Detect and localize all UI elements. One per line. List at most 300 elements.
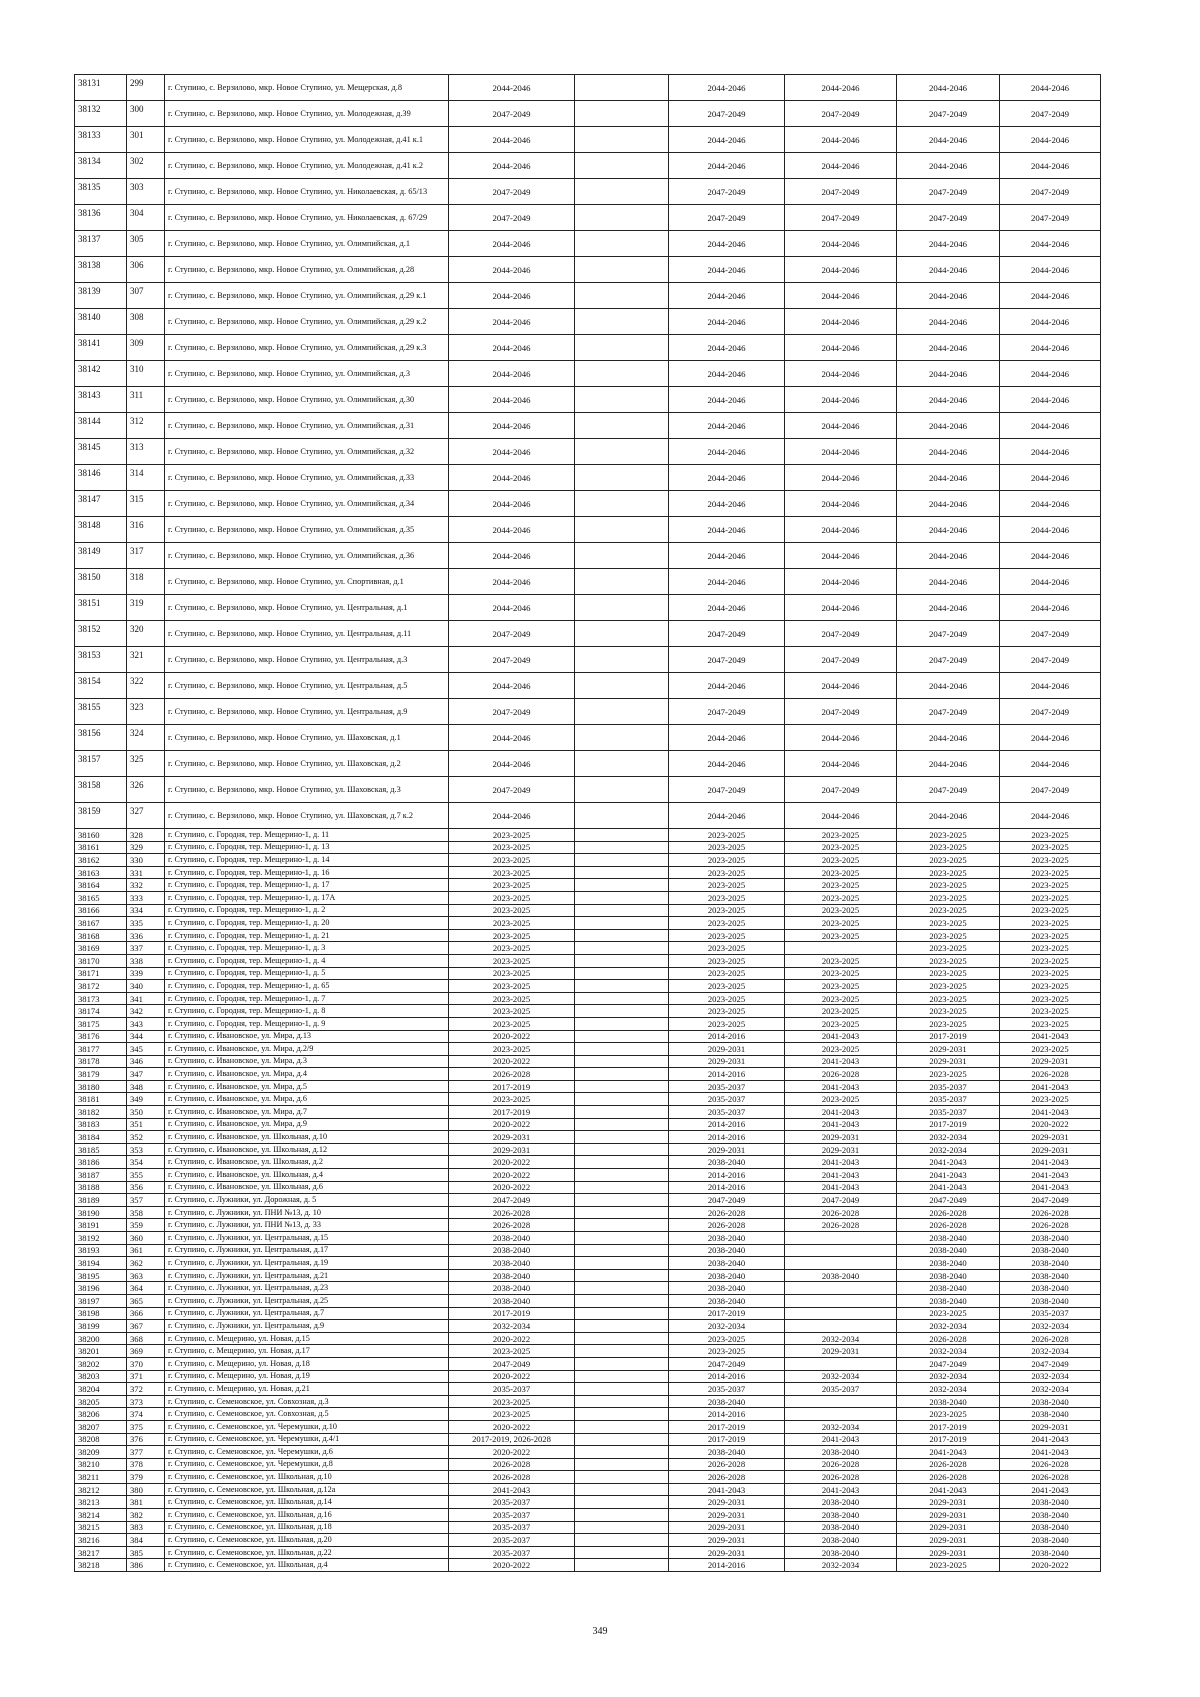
row-number: 335: [127, 917, 165, 930]
period-cell-5: 2044-2046: [897, 127, 1000, 153]
period-cell-6: 2044-2046: [1000, 465, 1101, 491]
table-row: [75, 179, 1101, 205]
table-row: [75, 1496, 1101, 1509]
table-row: [75, 866, 1101, 879]
row-id: 38217: [75, 1546, 127, 1559]
period-cell-3: 2026-2028: [669, 1471, 785, 1484]
period-cell-4: 2026-2028: [785, 1068, 897, 1081]
table-row: [75, 1030, 1101, 1043]
row-id: 38135: [75, 179, 127, 205]
period-cell-4: 2044-2046: [785, 127, 897, 153]
row-id: 38145: [75, 439, 127, 465]
row-number: 314: [127, 465, 165, 491]
period-cell-1: 2023-2025: [449, 1017, 575, 1030]
row-id: 38175: [75, 1017, 127, 1030]
period-cell-5: 2035-2037: [897, 1093, 1000, 1106]
period-cell-2: [575, 1093, 669, 1106]
period-cell-1: 2020-2022: [449, 1030, 575, 1043]
period-cell-4: [785, 1294, 897, 1307]
table-row: [75, 1143, 1101, 1156]
table-row: [75, 1005, 1101, 1018]
period-cell-3: 2044-2046: [669, 283, 785, 309]
row-id: 38190: [75, 1206, 127, 1219]
address-cell: г. Ступино, с. Верзилово, мкр. Новое Ступино, ул. Центральная, д.9: [165, 699, 449, 725]
row-id: 38213: [75, 1496, 127, 1509]
row-id: 38168: [75, 929, 127, 942]
period-cell-6: 2020-2022: [1000, 1118, 1101, 1131]
period-cell-5: 2023-2025: [897, 954, 1000, 967]
table-row: [75, 1345, 1101, 1358]
period-cell-6: 2023-2025: [1000, 841, 1101, 854]
period-cell-5: 2041-2043: [897, 1169, 1000, 1182]
period-cell-2: [575, 1080, 669, 1093]
table-row: [75, 335, 1101, 361]
period-cell-5: 2026-2028: [897, 1471, 1000, 1484]
address-cell: г. Ступино, с. Семеновское, ул. Школьная, д.22: [165, 1546, 449, 1559]
period-cell-1: 2020-2022: [449, 1055, 575, 1068]
period-cell-3: 2026-2028: [669, 1206, 785, 1219]
period-cell-5: 2035-2037: [897, 1080, 1000, 1093]
period-cell-5: 2026-2028: [897, 1219, 1000, 1232]
row-id: 38160: [75, 829, 127, 842]
row-number: 380: [127, 1483, 165, 1496]
address-cell: г. Ступино, с. Городня, тер. Мещерино-1, д. 16: [165, 866, 449, 879]
row-number: 356: [127, 1181, 165, 1194]
address-cell: г. Ступино, с. Мещерино, ул. Новая, д.19: [165, 1370, 449, 1383]
row-id: 38136: [75, 205, 127, 231]
period-cell-3: 2038-2040: [669, 1294, 785, 1307]
period-cell-5: 2029-2031: [897, 1043, 1000, 1056]
address-cell: г. Ступино, с. Ивановское, ул. Мира, д.5: [165, 1080, 449, 1093]
period-cell-4: 2029-2031: [785, 1143, 897, 1156]
row-id: 38197: [75, 1294, 127, 1307]
period-cell-4: 2023-2025: [785, 929, 897, 942]
row-number: 365: [127, 1294, 165, 1307]
period-cell-4: [785, 942, 897, 955]
period-cell-6: 2023-2025: [1000, 866, 1101, 879]
period-cell-6: 2038-2040: [1000, 1244, 1101, 1257]
period-cell-6: 2023-2025: [1000, 929, 1101, 942]
period-cell-3: 2017-2019: [669, 1307, 785, 1320]
table-row: [75, 621, 1101, 647]
period-cell-2: [575, 1383, 669, 1396]
table-row: [75, 413, 1101, 439]
period-cell-4: 2044-2046: [785, 725, 897, 751]
address-cell: г. Ступино, с. Верзилово, мкр. Новое Ступино, ул. Олимпийская, д.34: [165, 491, 449, 517]
period-cell-5: 2038-2040: [897, 1269, 1000, 1282]
table-row: [75, 803, 1101, 829]
period-cell-3: 2044-2046: [669, 595, 785, 621]
period-cell-1: 2020-2022: [449, 1332, 575, 1345]
period-cell-1: 2023-2025: [449, 929, 575, 942]
period-cell-4: 2047-2049: [785, 205, 897, 231]
address-cell: г. Ступино, с. Верзилово, мкр. Новое Ступино, ул. Олимпийская, д.35: [165, 517, 449, 543]
period-cell-2: [575, 1395, 669, 1408]
period-cell-5: 2044-2046: [897, 517, 1000, 543]
row-number: 357: [127, 1194, 165, 1207]
period-cell-3: 2017-2019: [669, 1433, 785, 1446]
row-id: 38215: [75, 1521, 127, 1534]
period-cell-6: 2023-2025: [1000, 879, 1101, 892]
row-id: 38184: [75, 1131, 127, 1144]
period-cell-6: 2041-2043: [1000, 1106, 1101, 1119]
period-cell-4: [785, 1257, 897, 1270]
period-cell-6: 2047-2049: [1000, 1194, 1101, 1207]
period-cell-6: 2023-2025: [1000, 854, 1101, 867]
period-cell-3: 2023-2025: [669, 1345, 785, 1358]
row-number: 301: [127, 127, 165, 153]
row-id: 38169: [75, 942, 127, 955]
period-cell-6: 2044-2046: [1000, 231, 1101, 257]
row-number: 353: [127, 1143, 165, 1156]
row-number: 372: [127, 1383, 165, 1396]
period-cell-2: [575, 1156, 669, 1169]
period-cell-4: 2041-2043: [785, 1080, 897, 1093]
row-id: 38218: [75, 1559, 127, 1572]
period-cell-6: 2026-2028: [1000, 1068, 1101, 1081]
period-cell-6: 2038-2040: [1000, 1232, 1101, 1245]
period-cell-4: 2023-2025: [785, 841, 897, 854]
table-row: [75, 127, 1101, 153]
row-number: 341: [127, 992, 165, 1005]
table-row: [75, 1043, 1101, 1056]
period-cell-4: 2041-2043: [785, 1055, 897, 1068]
period-cell-6: 2029-2031: [1000, 1055, 1101, 1068]
period-cell-4: 2035-2037: [785, 1383, 897, 1396]
row-number: 317: [127, 543, 165, 569]
address-cell: г. Ступино, с. Городня, тер. Мещерино-1, д. 14: [165, 854, 449, 867]
period-cell-3: 2044-2046: [669, 335, 785, 361]
row-number: 378: [127, 1458, 165, 1471]
address-cell: г. Ступино, с. Верзилово, мкр. Новое Ступино, ул. Центральная, д.11: [165, 621, 449, 647]
period-cell-3: 2038-2040: [669, 1232, 785, 1245]
row-number: 348: [127, 1080, 165, 1093]
row-number: 325: [127, 751, 165, 777]
period-cell-6: 2044-2046: [1000, 413, 1101, 439]
period-cell-3: 2044-2046: [669, 569, 785, 595]
table-row: [75, 1395, 1101, 1408]
period-cell-5: 2047-2049: [897, 1194, 1000, 1207]
table-row: [75, 1206, 1101, 1219]
period-cell-5: 2047-2049: [897, 179, 1000, 205]
address-cell: г. Ступино, с. Городня, тер. Мещерино-1, д. 4: [165, 954, 449, 967]
period-cell-5: 2044-2046: [897, 803, 1000, 829]
period-cell-1: 2044-2046: [449, 673, 575, 699]
period-cell-5: 2023-2025: [897, 891, 1000, 904]
period-cell-5: 2044-2046: [897, 231, 1000, 257]
table-row: [75, 1320, 1101, 1333]
period-cell-3: 2038-2040: [669, 1395, 785, 1408]
address-cell: г. Ступино, с. Мещерино, ул. Новая, д.21: [165, 1383, 449, 1396]
period-cell-4: [785, 1408, 897, 1421]
period-cell-4: 2047-2049: [785, 647, 897, 673]
row-id: 38209: [75, 1446, 127, 1459]
address-cell: г. Ступино, с. Верзилово, мкр. Новое Ступино, ул. Центральная, д.3: [165, 647, 449, 673]
row-number: 361: [127, 1244, 165, 1257]
period-cell-4: 2047-2049: [785, 101, 897, 127]
period-cell-6: 2038-2040: [1000, 1294, 1101, 1307]
period-cell-5: 2044-2046: [897, 673, 1000, 699]
address-cell: г. Ступино, с. Ивановское, ул. Школьная, д.4: [165, 1169, 449, 1182]
period-cell-1: 2044-2046: [449, 491, 575, 517]
period-cell-1: 2020-2022: [449, 1420, 575, 1433]
period-cell-1: 2023-2025: [449, 841, 575, 854]
period-cell-5: 2047-2049: [897, 1357, 1000, 1370]
period-cell-5: 2023-2025: [897, 829, 1000, 842]
period-cell-6: 2044-2046: [1000, 387, 1101, 413]
row-id: 38148: [75, 517, 127, 543]
period-cell-1: 2044-2046: [449, 257, 575, 283]
period-cell-6: 2041-2043: [1000, 1181, 1101, 1194]
table-row: [75, 725, 1101, 751]
row-number: 339: [127, 967, 165, 980]
period-cell-5: 2044-2046: [897, 569, 1000, 595]
period-cell-6: 2041-2043: [1000, 1080, 1101, 1093]
table-row: [75, 647, 1101, 673]
row-number: 334: [127, 904, 165, 917]
period-cell-5: 2023-2025: [897, 879, 1000, 892]
period-cell-3: 2044-2046: [669, 725, 785, 751]
table-row: [75, 841, 1101, 854]
period-cell-3: 2038-2040: [669, 1269, 785, 1282]
period-cell-1: 2026-2028: [449, 1219, 575, 1232]
row-number: 377: [127, 1446, 165, 1459]
row-id: 38183: [75, 1118, 127, 1131]
row-number: 324: [127, 725, 165, 751]
period-cell-6: 2023-2025: [1000, 1005, 1101, 1018]
table-row: [75, 309, 1101, 335]
period-cell-6: 2044-2046: [1000, 309, 1101, 335]
period-cell-3: 2023-2025: [669, 891, 785, 904]
period-cell-3: 2014-2016: [669, 1030, 785, 1043]
period-cell-5: 2032-2034: [897, 1320, 1000, 1333]
period-cell-2: [575, 1320, 669, 1333]
period-cell-3: 2029-2031: [669, 1534, 785, 1547]
period-cell-1: 2044-2046: [449, 569, 575, 595]
row-number: 332: [127, 879, 165, 892]
period-cell-5: 2017-2019: [897, 1433, 1000, 1446]
period-cell-6: 2029-2031: [1000, 1420, 1101, 1433]
period-cell-4: 2032-2034: [785, 1559, 897, 1572]
period-cell-5: 2032-2034: [897, 1345, 1000, 1358]
row-id: 38156: [75, 725, 127, 751]
period-cell-6: 2038-2040: [1000, 1496, 1101, 1509]
address-cell: г. Ступино, с. Верзилово, мкр. Новое Ступино, ул. Мещерская, д.8: [165, 75, 449, 101]
period-cell-3: 2035-2037: [669, 1080, 785, 1093]
row-number: 374: [127, 1408, 165, 1421]
period-cell-1: 2038-2040: [449, 1294, 575, 1307]
period-cell-5: 2047-2049: [897, 205, 1000, 231]
period-cell-3: 2032-2034: [669, 1320, 785, 1333]
period-cell-1: 2023-2025: [449, 954, 575, 967]
period-cell-3: 2029-2031: [669, 1043, 785, 1056]
row-number: 309: [127, 335, 165, 361]
period-cell-6: 2038-2040: [1000, 1257, 1101, 1270]
period-cell-6: 2044-2046: [1000, 439, 1101, 465]
address-cell: г. Ступино, с. Лужники, ул. ПНИ №13, д. 10: [165, 1206, 449, 1219]
period-cell-2: [575, 1446, 669, 1459]
period-cell-1: 2023-2025: [449, 1408, 575, 1421]
period-cell-6: 2047-2049: [1000, 101, 1101, 127]
row-number: 351: [127, 1118, 165, 1131]
address-cell: г. Ступино, с. Верзилово, мкр. Новое Ступино, ул. Шаховская, д.3: [165, 777, 449, 803]
row-id: 38192: [75, 1232, 127, 1245]
period-cell-4: 2044-2046: [785, 153, 897, 179]
table-row: [75, 1370, 1101, 1383]
period-cell-3: 2023-2025: [669, 866, 785, 879]
period-cell-6: 2026-2028: [1000, 1219, 1101, 1232]
table-row: [75, 1471, 1101, 1484]
row-number: 328: [127, 829, 165, 842]
period-cell-2: [575, 647, 669, 673]
period-cell-5: 2044-2046: [897, 465, 1000, 491]
row-id: 38208: [75, 1433, 127, 1446]
period-cell-2: [575, 1433, 669, 1446]
table-row: [75, 257, 1101, 283]
period-cell-4: 2038-2040: [785, 1521, 897, 1534]
period-cell-6: 2047-2049: [1000, 777, 1101, 803]
address-cell: г. Ступино, с. Верзилово, мкр. Новое Ступино, ул. Молодежная, д.41 к.2: [165, 153, 449, 179]
period-cell-3: 2029-2031: [669, 1496, 785, 1509]
period-cell-1: 2023-2025: [449, 1395, 575, 1408]
row-id: 38142: [75, 361, 127, 387]
table-row: [75, 1118, 1101, 1131]
period-cell-2: [575, 1131, 669, 1144]
row-id: 38191: [75, 1219, 127, 1232]
period-cell-2: [575, 465, 669, 491]
period-cell-1: 2044-2046: [449, 127, 575, 153]
period-cell-5: 2044-2046: [897, 543, 1000, 569]
row-number: 347: [127, 1068, 165, 1081]
row-id: 38205: [75, 1395, 127, 1408]
address-cell: г. Ступино, с. Городня, тер. Мещерино-1, д. 65: [165, 980, 449, 993]
period-cell-2: [575, 1345, 669, 1358]
table-row: [75, 1194, 1101, 1207]
address-cell: г. Ступино, с. Семеновское, ул. Совхозная, д.3: [165, 1395, 449, 1408]
table-row: [75, 1282, 1101, 1295]
period-cell-2: [575, 1496, 669, 1509]
row-id: 38170: [75, 954, 127, 967]
period-cell-3: 2017-2019: [669, 1420, 785, 1433]
period-cell-3: 2044-2046: [669, 543, 785, 569]
period-cell-6: 2026-2028: [1000, 1458, 1101, 1471]
address-cell: г. Ступино, с. Мещерино, ул. Новая, д.15: [165, 1332, 449, 1345]
period-cell-1: 2020-2022: [449, 1118, 575, 1131]
row-number: 338: [127, 954, 165, 967]
row-id: 38159: [75, 803, 127, 829]
period-cell-1: 2023-2025: [449, 1005, 575, 1018]
row-number: 373: [127, 1395, 165, 1408]
row-number: 362: [127, 1257, 165, 1270]
address-cell: г. Ступино, с. Верзилово, мкр. Новое Ступино, ул. Спортивная, д.1: [165, 569, 449, 595]
address-cell: г. Ступино, с. Городня, тер. Мещерино-1, д. 8: [165, 1005, 449, 1018]
period-cell-6: 2038-2040: [1000, 1395, 1101, 1408]
period-cell-5: 2044-2046: [897, 361, 1000, 387]
table-row: [75, 1307, 1101, 1320]
row-id: 38162: [75, 854, 127, 867]
period-cell-5: 2023-2025: [897, 980, 1000, 993]
period-cell-3: 2044-2046: [669, 127, 785, 153]
table-row: [75, 1458, 1101, 1471]
period-cell-1: 2044-2046: [449, 309, 575, 335]
period-cell-6: 2044-2046: [1000, 595, 1101, 621]
period-cell-6: 2044-2046: [1000, 257, 1101, 283]
period-cell-5: 2032-2034: [897, 1370, 1000, 1383]
row-id: 38164: [75, 879, 127, 892]
period-cell-6: 2038-2040: [1000, 1408, 1101, 1421]
period-cell-2: [575, 866, 669, 879]
table-row: [75, 1294, 1101, 1307]
table-row: [75, 1244, 1101, 1257]
row-number: 360: [127, 1232, 165, 1245]
period-cell-2: [575, 1005, 669, 1018]
table-row: [75, 751, 1101, 777]
row-id: 38189: [75, 1194, 127, 1207]
period-cell-3: 2047-2049: [669, 179, 785, 205]
row-number: 333: [127, 891, 165, 904]
period-cell-3: 2023-2025: [669, 967, 785, 980]
row-number: 385: [127, 1546, 165, 1559]
period-cell-4: 2026-2028: [785, 1219, 897, 1232]
row-number: 363: [127, 1269, 165, 1282]
period-cell-3: 2014-2016: [669, 1559, 785, 1572]
row-id: 38185: [75, 1143, 127, 1156]
period-cell-3: 2026-2028: [669, 1219, 785, 1232]
period-cell-6: 2044-2046: [1000, 283, 1101, 309]
table-row: [75, 1257, 1101, 1270]
period-cell-4: 2023-2025: [785, 917, 897, 930]
row-number: 349: [127, 1093, 165, 1106]
period-cell-3: 2041-2043: [669, 1483, 785, 1496]
table-row: [75, 1383, 1101, 1396]
row-number: 308: [127, 309, 165, 335]
period-cell-3: 2044-2046: [669, 439, 785, 465]
period-cell-6: 2032-2034: [1000, 1370, 1101, 1383]
row-number: 329: [127, 841, 165, 854]
period-cell-2: [575, 1068, 669, 1081]
row-id: 38195: [75, 1269, 127, 1282]
address-cell: г. Ступино, с. Лужники, ул. Центральная, д.9: [165, 1320, 449, 1333]
period-cell-2: [575, 841, 669, 854]
table-row: [75, 891, 1101, 904]
row-id: 38187: [75, 1169, 127, 1182]
row-number: 344: [127, 1030, 165, 1043]
period-cell-2: [575, 1206, 669, 1219]
period-cell-2: [575, 1282, 669, 1295]
period-cell-1: 2047-2049: [449, 647, 575, 673]
row-id: 38203: [75, 1370, 127, 1383]
table-row: [75, 231, 1101, 257]
table-row: [75, 829, 1101, 842]
table-row: [75, 361, 1101, 387]
row-id: 38194: [75, 1257, 127, 1270]
period-cell-5: 2044-2046: [897, 751, 1000, 777]
period-cell-3: 2047-2049: [669, 621, 785, 647]
period-cell-5: 2017-2019: [897, 1118, 1000, 1131]
period-cell-1: 2023-2025: [449, 967, 575, 980]
table-row: [75, 439, 1101, 465]
period-cell-1: 2035-2037: [449, 1383, 575, 1396]
period-cell-3: 2038-2040: [669, 1282, 785, 1295]
period-cell-2: [575, 1458, 669, 1471]
period-cell-4: 2032-2034: [785, 1420, 897, 1433]
period-cell-2: [575, 283, 669, 309]
period-cell-1: 2047-2049: [449, 621, 575, 647]
row-id: 38132: [75, 101, 127, 127]
period-cell-3: 2023-2025: [669, 992, 785, 1005]
period-cell-6: 2026-2028: [1000, 1471, 1101, 1484]
table-row: [75, 854, 1101, 867]
